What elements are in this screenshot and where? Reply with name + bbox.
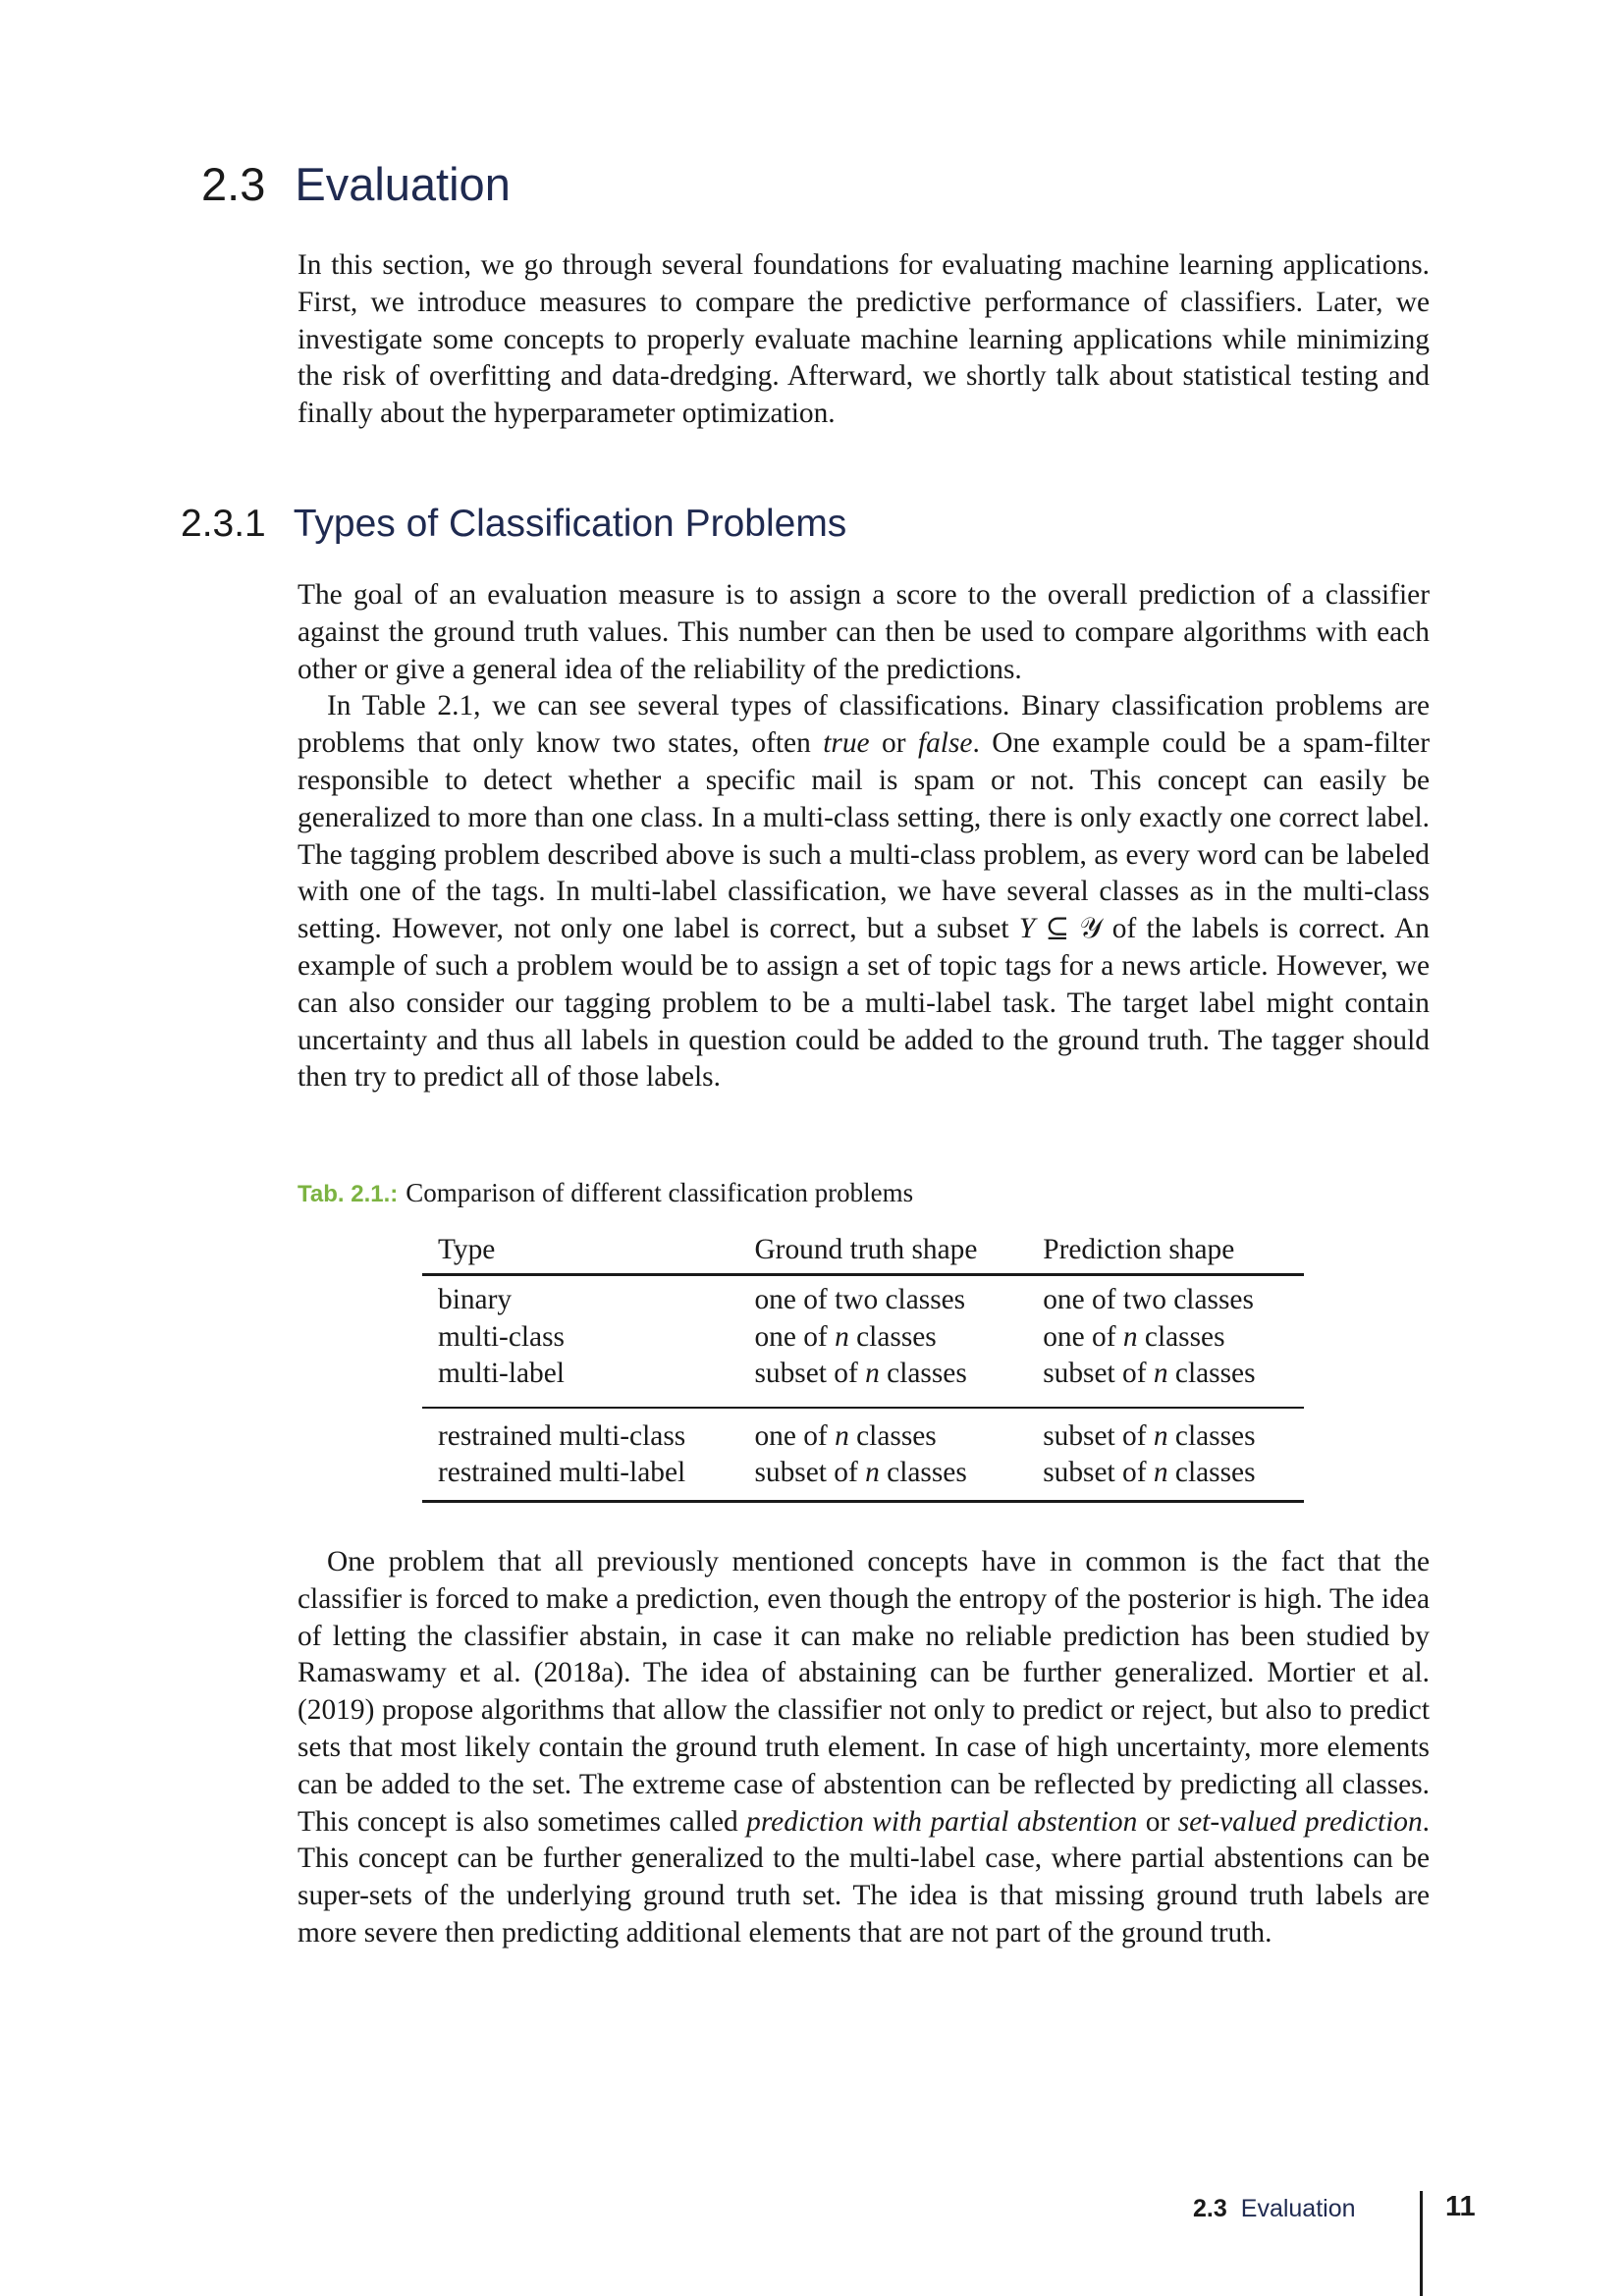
- table-cell: restrained multi-class: [438, 1419, 686, 1452]
- section-title: Evaluation: [295, 158, 511, 210]
- paragraph-2-text: or: [869, 727, 918, 760]
- table-header-cell: Ground truth shape: [754, 1234, 978, 1265]
- footer-divider: [1420, 2191, 1423, 2296]
- emphasis-false: false: [917, 727, 973, 760]
- emphasis-partial-abstention: prediction with partial abstention: [746, 1805, 1138, 1838]
- paragraph-1: The goal of an evaluation measure is to assign a score to the overall prediction of a classifier against the ground truth values. This number can then be used to compare algorithms with each other or give a general idea of the reliability of the predictions.: [298, 579, 1430, 685]
- table-cell: subset of n classes: [1043, 1457, 1256, 1489]
- table-header-row: [422, 1232, 1304, 1275]
- table-cell: one of n classes: [754, 1419, 937, 1452]
- paragraph-2-text: In Table 2.1, we can see several types of classifications. Binary classification problems are problems that only know two states, often: [298, 690, 1430, 760]
- table-caption-text: Comparison of different classification problems: [406, 1178, 914, 1207]
- table-label: Tab. 2.1.:: [298, 1181, 399, 1207]
- table-header-cell: Type: [438, 1234, 496, 1265]
- subsection-number: 2.3.1: [181, 503, 266, 545]
- table-cell: binary: [438, 1284, 513, 1315]
- section-number: 2.3: [201, 158, 266, 210]
- footer-section-number: 2.3: [1193, 2195, 1227, 2222]
- emphasis-set-valued: set-valued prediction: [1177, 1805, 1423, 1838]
- paragraph-2-text: . One example could be a spam-filter responsible to detect whether a specific mail is spam or not. This concept can easily be generalized to more than one class. In a multi-class setting, there is only exactly one correct label. The tagging problem described above is such a multi-class problem, as every word can be labeled with one of the tags. In multi-label classification, we have several classes as in the multi-class setting. However, not only one label is correct, but a subset: [298, 727, 1430, 945]
- table-row: [422, 1319, 1304, 1357]
- emphasis-true: true: [823, 727, 870, 760]
- math-subseteq: ⊆: [1035, 913, 1080, 945]
- table-cell: one of n classes: [1043, 1320, 1225, 1353]
- paragraph-3-text: . This concept can be further generalized to the multi-label case, where partial abstentions can be super-sets of the underlying ground truth set. The idea is that missing ground truth labels are more severe then predicting additional elements that are not part of the ground truth.: [298, 1805, 1431, 1949]
- paragraph-3: [298, 1544, 1430, 1952]
- table-cell: one of n classes: [754, 1320, 937, 1353]
- paragraph-3-text: One problem that all previously mentioned concepts have in common is the fact that the classifier is forced to make a prediction, even though the entropy of the posterior is high. The idea of letting the classifier abstain, in case it can make no reliable prediction has been studied by Ramaswamy et al. (2018a). The idea of abstaining can be further generalized. Mortier et al. (2019) propose algorithms that allow the classifier not only to predict or reject, but also to predict sets that most likely contain the ground truth element. In case of high uncertainty, more elements can be added to the set. The extreme case of abstention can be reflected by predicting all classes. This concept is also sometimes called: [298, 1546, 1430, 1838]
- table-caption: [298, 1178, 913, 1208]
- table-cell: multi-class: [438, 1320, 565, 1353]
- math-Y: Y: [1018, 913, 1036, 945]
- footer-section-title: Evaluation: [1240, 2195, 1356, 2222]
- paragraph-3-text: or: [1137, 1805, 1178, 1838]
- math-calY: 𝒴: [1079, 913, 1103, 945]
- table-cell: one of two classes: [1043, 1284, 1254, 1315]
- table-header-cell: Prediction shape: [1043, 1234, 1235, 1265]
- table-cell: subset of n classes: [754, 1358, 967, 1390]
- table-cell: restrained multi-label: [438, 1457, 686, 1489]
- table-row: [422, 1356, 1304, 1408]
- section-heading: [201, 157, 511, 211]
- table-row: [422, 1408, 1304, 1456]
- table-cell: multi-label: [438, 1358, 565, 1390]
- table-cell: subset of n classes: [1043, 1419, 1256, 1452]
- subsection-title: Types of Classification Problems: [293, 503, 847, 545]
- table-cell: subset of n classes: [754, 1457, 967, 1489]
- table-row: [422, 1455, 1304, 1501]
- table-row: [422, 1275, 1304, 1319]
- comparison-table: [422, 1232, 1304, 1503]
- intro-paragraph: In this section, we go through several foundations for evaluating machine learning applications. First, we introduce measures to compare the predictive performance of classifiers. Later, we investigate some concepts to properly evaluate machine learning applications while minimizing the risk of overfitting and data-dredging. Afterward, we shortly talk about statistical testing and finally about the hyperparameter optimization.: [298, 249, 1430, 430]
- table-cell: subset of n classes: [1043, 1358, 1256, 1390]
- running-footer: [1193, 2195, 1356, 2223]
- body-paragraphs: [298, 577, 1430, 1096]
- paragraph-2: [298, 688, 1430, 1096]
- paragraph-2-text: of the labels is correct. An example of such a problem would be to assign a set of topic tags for a news article. However, we can also consider our tagging problem to be a multi-label task. The target label might contain uncertainty and thus all labels in question could be added to the ground truth. The tagger should then try to predict all of those labels.: [298, 913, 1430, 1094]
- subsection-heading: [181, 503, 846, 546]
- page-number: 11: [1445, 2191, 1476, 2222]
- table-cell: one of two classes: [754, 1284, 966, 1315]
